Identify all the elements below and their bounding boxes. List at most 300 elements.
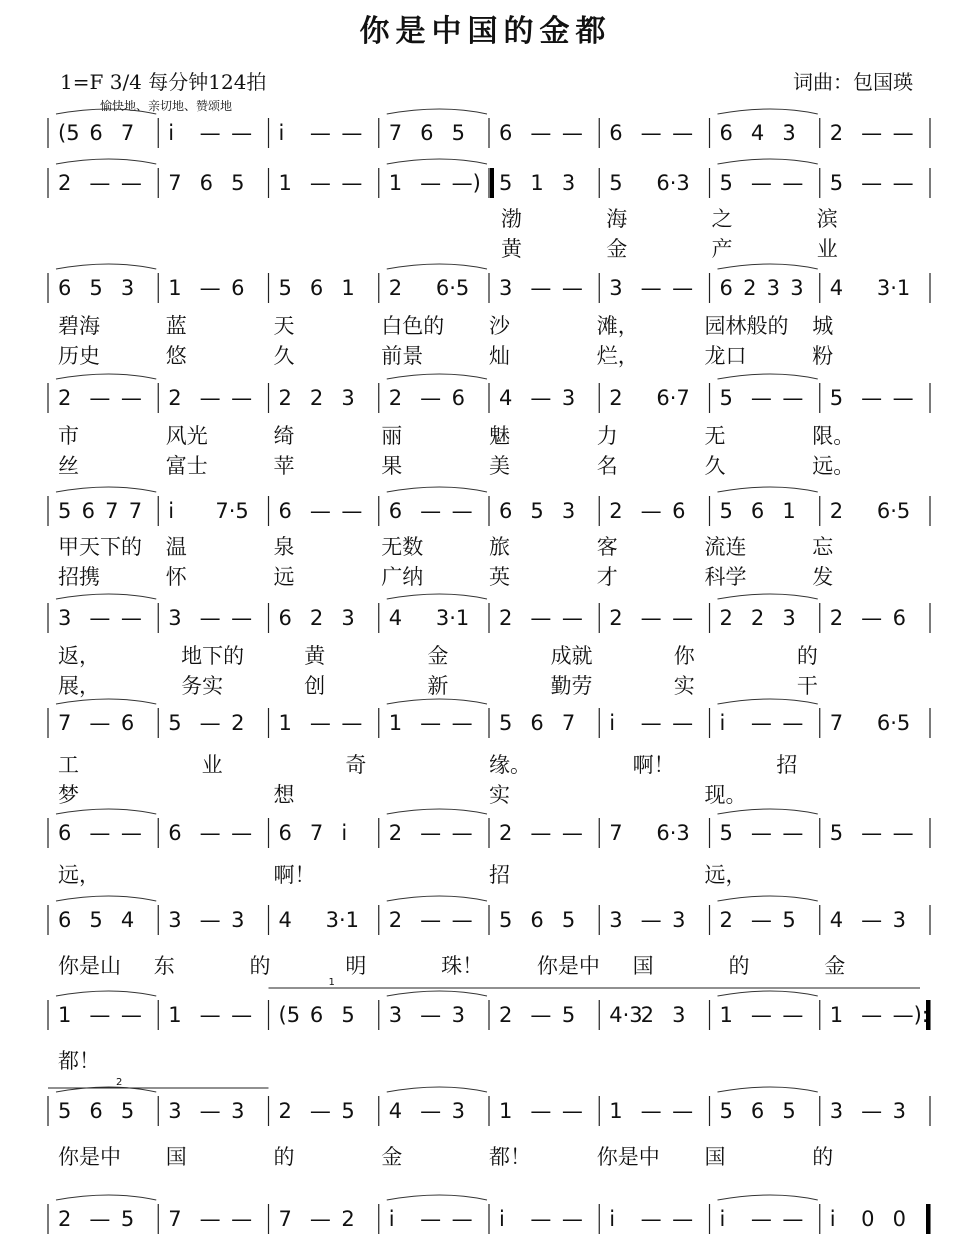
note: — — [420, 386, 442, 410]
note: 3 — [231, 908, 245, 932]
note: 5 — [451, 121, 465, 145]
note: — — [750, 171, 772, 195]
lyric-verse-1: 的 — [249, 954, 271, 978]
lyric-verse-1: 无数 — [381, 535, 424, 559]
note: 5 — [341, 1099, 355, 1123]
note: — — [199, 276, 221, 300]
note: — — [451, 821, 473, 845]
note: 3 — [561, 499, 576, 523]
note: 2 — [58, 1207, 72, 1231]
note: — — [89, 711, 111, 735]
lyric-verse-2: 科学 — [704, 565, 747, 589]
note: 5 — [58, 499, 72, 523]
lyric-verse-2: 发 — [812, 565, 834, 589]
note: 2 — [609, 386, 623, 410]
note: 5 — [782, 1099, 796, 1123]
note: 2 — [58, 386, 72, 410]
note: 3 — [892, 1099, 906, 1123]
note: 2 — [388, 821, 403, 845]
note: 5 — [58, 1099, 72, 1123]
note: 5 — [530, 499, 544, 523]
note: — — [750, 908, 772, 932]
note: 2 — [278, 1099, 292, 1123]
note: — — [89, 821, 111, 845]
note: — — [782, 821, 804, 845]
slur-mark — [718, 594, 818, 599]
note: 2 — [309, 386, 324, 410]
note: 7 — [58, 711, 72, 735]
note: 1 — [278, 171, 292, 195]
note: 7 — [278, 1207, 292, 1231]
note: 7 — [168, 171, 182, 195]
note: — — [672, 1099, 694, 1123]
note: — — [120, 606, 142, 630]
note: 6 — [278, 821, 292, 845]
note: 5 — [719, 1099, 733, 1123]
score-system — [48, 159, 930, 261]
lyric-verse-1: 绮 — [273, 424, 295, 448]
note: — — [782, 711, 804, 735]
note: — — [420, 821, 442, 845]
lyric-verse-1: 金 — [381, 1145, 403, 1169]
note: — — [561, 276, 583, 300]
note: 1 — [278, 711, 292, 735]
note: — — [341, 499, 363, 523]
slur-mark — [718, 1195, 818, 1200]
lyric-verse-2: 悠 — [165, 344, 187, 368]
note: — — [861, 1003, 883, 1027]
note: — — [861, 606, 883, 630]
note: — — [861, 1099, 883, 1123]
score-system — [48, 594, 930, 699]
lyric-verse-1: 园林般的 — [704, 314, 789, 338]
note: 3 — [168, 908, 182, 932]
lyric-verse-1: 你是中 — [596, 1145, 660, 1169]
lyric-verse-1: 奇 — [345, 753, 367, 777]
note: 2 — [499, 821, 513, 845]
volta-2-label: 2 — [116, 1077, 123, 1088]
note: 1 — [499, 1099, 513, 1123]
note: 4 — [829, 276, 844, 300]
lyric-verse-1: 工 — [58, 753, 79, 777]
note: 4 — [750, 121, 765, 145]
lyric-verse-2: 久 — [704, 454, 726, 478]
note: 7 — [561, 711, 576, 735]
slur-mark — [387, 991, 487, 996]
note: — — [672, 121, 694, 145]
note: — — [561, 1099, 583, 1123]
note: 2 — [388, 276, 403, 300]
lyric-verse-2: 名 — [596, 454, 618, 478]
note: 6 — [892, 606, 906, 630]
lyric-verse-1: 招 — [489, 863, 510, 887]
note: 1 — [341, 276, 355, 300]
note: 4·3 — [609, 1003, 643, 1027]
slur-mark — [56, 109, 156, 114]
note: 5 — [829, 171, 844, 195]
note: — — [199, 711, 221, 735]
note: — — [309, 1207, 331, 1231]
note: — — [640, 1099, 662, 1123]
note: 1 — [168, 1003, 182, 1027]
score-system — [48, 374, 930, 478]
lyric-verse-1: 丽 — [381, 424, 403, 448]
note: 2 — [829, 121, 844, 145]
note: — — [199, 908, 221, 932]
note: — — [309, 711, 331, 735]
note: 2 — [829, 499, 844, 523]
lyric-verse-1: 流连 — [704, 535, 747, 559]
slur-mark — [718, 264, 818, 269]
lyric-verse-1: 业 — [201, 753, 223, 777]
note: 2 — [743, 276, 757, 300]
note: — — [199, 386, 221, 410]
note: 1 — [530, 171, 544, 195]
note: 5 — [168, 711, 182, 735]
note: 7·5 — [215, 499, 249, 523]
lyric-verse-1: 招 — [776, 753, 798, 777]
note: 6 — [278, 606, 292, 630]
note: 1 — [168, 276, 182, 300]
note: i — [388, 1207, 395, 1231]
note: 7 — [120, 121, 135, 145]
note: 1 — [782, 499, 796, 523]
note: — — [341, 121, 363, 145]
lyric-verse-1: 海 — [606, 207, 628, 231]
lyric-verse-2: 金 — [606, 237, 628, 261]
note: 2 — [231, 711, 245, 735]
lyric-verse-1: 都！ — [489, 1145, 531, 1169]
lyric-verse-2: 久 — [273, 344, 295, 368]
note: — — [341, 711, 363, 735]
note: 3 — [609, 908, 623, 932]
note: 3·1 — [325, 908, 360, 932]
note: 0 — [861, 1207, 875, 1231]
note: 4 — [388, 606, 403, 630]
slur-mark — [387, 1195, 487, 1200]
note: 5 — [829, 821, 844, 845]
slur-mark — [387, 809, 487, 814]
lyric-verse-2: 粉 — [812, 344, 834, 368]
note: — — [199, 821, 221, 845]
note: — — [640, 121, 662, 145]
note: — — [750, 1003, 772, 1027]
lyric-verse-1: 的 — [796, 644, 818, 668]
lyric-verse-1: 都！ — [58, 1049, 100, 1073]
note: 4 — [120, 908, 135, 932]
note: — — [231, 821, 253, 845]
note: — — [231, 121, 253, 145]
note: 6 — [499, 499, 513, 523]
lyric-verse-1: 金 — [824, 954, 846, 978]
note: 3 — [499, 276, 513, 300]
lyric-verse-2: 富士 — [165, 454, 208, 478]
note: — — [231, 1003, 253, 1027]
note: — — [861, 908, 883, 932]
note: 6 — [199, 171, 214, 195]
note: —): — [892, 1003, 929, 1027]
lyric-verse-2: 烂， — [596, 344, 639, 368]
slur-mark — [718, 991, 818, 996]
note: 6 — [530, 908, 544, 932]
note: 3·1 — [435, 606, 470, 630]
slur-mark — [387, 896, 487, 901]
note: 6·7 — [656, 386, 690, 410]
note: — — [672, 606, 694, 630]
slur-mark — [718, 896, 818, 901]
note: 3 — [168, 606, 182, 630]
note: 2 — [388, 908, 403, 932]
lyric-verse-1: 限。 — [812, 424, 855, 448]
lyric-verse-1: 返， — [58, 644, 100, 668]
note: 6·3 — [656, 171, 690, 195]
note: 3 — [341, 606, 355, 630]
note: 3 — [892, 908, 906, 932]
note: — — [451, 1207, 473, 1231]
note: 2 — [750, 606, 765, 630]
note: — — [89, 1003, 111, 1027]
note: 4 — [829, 908, 844, 932]
note: 3 — [341, 386, 355, 410]
note: 6·3 — [656, 821, 690, 845]
note: i — [719, 711, 726, 735]
note: — — [782, 1003, 804, 1027]
score-system — [48, 1195, 930, 1234]
note: 5 — [231, 171, 245, 195]
note: — — [199, 606, 221, 630]
note: — — [89, 171, 111, 195]
lyric-verse-2: 招携 — [58, 565, 100, 589]
lyric-verse-2: 黄 — [501, 237, 522, 261]
slur-mark — [56, 594, 156, 599]
note: i — [278, 121, 285, 145]
lyric-verse-2: 业 — [816, 237, 838, 261]
note: — — [561, 121, 583, 145]
note: 7 — [388, 121, 403, 145]
note: 4 — [278, 908, 292, 932]
note: — — [199, 1207, 221, 1231]
note: — — [530, 821, 552, 845]
note: 6 — [58, 821, 72, 845]
note: 2 — [499, 606, 513, 630]
slur-mark — [718, 487, 818, 492]
lyric-verse-2: 怀 — [165, 565, 187, 589]
note: 6 — [89, 121, 103, 145]
note: 5 — [341, 1003, 355, 1027]
note: 2 — [388, 386, 403, 410]
note: 6 — [750, 499, 765, 523]
lyric-verse-2: 英 — [489, 565, 510, 589]
note: (5 — [58, 121, 80, 145]
lyric-verse-1: 你是中 — [536, 954, 600, 978]
note: 2 — [719, 606, 733, 630]
lyric-verse-2: 远 — [273, 565, 295, 589]
note: — — [782, 1207, 804, 1231]
lyric-verse-2: 想 — [273, 783, 295, 807]
note: — — [672, 1207, 694, 1231]
note: 6 — [719, 276, 733, 300]
lyric-verse-2: 前景 — [381, 344, 424, 368]
lyric-verse-1: 你是山 — [58, 954, 121, 978]
score-system — [48, 699, 930, 807]
lyric-verse-2: 果 — [381, 454, 403, 478]
slur-mark — [387, 374, 487, 379]
lyric-verse-1: 魅 — [489, 424, 510, 448]
lyric-verse-1: 啊！ — [273, 863, 316, 887]
note: 2 — [609, 499, 623, 523]
score-system — [48, 264, 930, 369]
note: — — [89, 606, 111, 630]
note: — — [640, 276, 662, 300]
slur-mark — [718, 1087, 818, 1092]
note: 4 — [388, 1099, 403, 1123]
note: —) — [451, 171, 481, 195]
note: 3 — [766, 276, 780, 300]
note: — — [750, 386, 772, 410]
note: 6·5 — [876, 499, 911, 523]
key-signature: 1=F 3/4 每分钟124拍 — [60, 70, 267, 94]
slur-mark — [387, 594, 487, 599]
lyric-verse-1: 你 — [673, 644, 695, 668]
note: 5 — [89, 276, 103, 300]
note: 3 — [609, 276, 623, 300]
note: 3 — [168, 1099, 182, 1123]
note: — — [861, 821, 883, 845]
author-credit: 词曲：包国瑛 — [793, 70, 913, 94]
lyric-verse-2: 苹 — [273, 454, 295, 478]
note: — — [309, 171, 331, 195]
note: 3 — [231, 1099, 245, 1123]
note: — — [672, 711, 694, 735]
lyric-verse-2: 现。 — [704, 783, 747, 807]
note: 6 — [58, 908, 72, 932]
note: 6 — [451, 386, 465, 410]
lyric-verse-1: 温 — [165, 535, 187, 559]
note: — — [231, 1207, 253, 1231]
note: 3 — [829, 1099, 844, 1123]
slur-mark — [56, 991, 156, 996]
note: i — [168, 121, 175, 145]
note: 2 — [341, 1207, 355, 1231]
lyric-verse-1: 的 — [273, 1145, 295, 1169]
note: 5 — [719, 821, 733, 845]
note: — — [341, 171, 363, 195]
note: — — [451, 711, 473, 735]
slur-mark — [56, 699, 156, 704]
slur-mark — [387, 109, 487, 114]
note: — — [420, 1207, 442, 1231]
note: — — [420, 908, 442, 932]
note: i — [609, 711, 616, 735]
lyric-verse-2: 干 — [796, 674, 818, 698]
lyric-verse-1: 客 — [596, 535, 618, 559]
score-system — [48, 1087, 930, 1169]
lyric-verse-1: 明 — [345, 954, 367, 978]
lyric-verse-1: 金 — [427, 644, 449, 668]
lyric-verse-2: 灿 — [489, 344, 510, 368]
note: 6 — [309, 276, 324, 300]
lyric-verse-2: 创 — [304, 674, 326, 698]
note: 5 — [499, 711, 513, 735]
note: — — [561, 1207, 583, 1231]
note: — — [530, 606, 552, 630]
lyric-verse-2: 务实 — [181, 674, 224, 698]
slur-mark — [56, 374, 156, 379]
note: — — [89, 1207, 111, 1231]
score-system — [48, 896, 930, 978]
note: i — [341, 821, 348, 845]
note: 3 — [782, 606, 796, 630]
note: — — [640, 606, 662, 630]
slur-mark — [387, 699, 487, 704]
note: — — [120, 821, 142, 845]
note: 6 — [278, 499, 292, 523]
note: 6 — [609, 121, 623, 145]
note: 6 — [719, 121, 733, 145]
lyric-verse-1: 成就 — [550, 644, 593, 668]
lyric-verse-2: 美 — [489, 454, 510, 478]
note: 5 — [829, 386, 844, 410]
note: — — [892, 821, 914, 845]
note: 6 — [309, 1003, 324, 1027]
note: i — [499, 1207, 505, 1231]
note: 2 — [829, 606, 844, 630]
note: — — [199, 121, 221, 145]
note: 5 — [782, 908, 796, 932]
lyric-verse-2: 才 — [596, 565, 618, 589]
lyric-verse-1: 蓝 — [165, 314, 187, 338]
slur-mark — [387, 1087, 487, 1092]
note: 5 — [499, 171, 513, 195]
score-system — [48, 487, 930, 589]
lyric-verse-2: 新 — [427, 674, 449, 698]
note: 5 — [89, 908, 103, 932]
lyric-verse-1: 之 — [711, 207, 733, 231]
note: — — [231, 386, 253, 410]
note: — — [420, 499, 442, 523]
lyric-verse-1: 地下的 — [181, 644, 245, 668]
lyric-verse-1: 国 — [704, 1145, 726, 1169]
lyric-verse-1: 沙 — [489, 314, 510, 338]
lyric-verse-2: 产 — [711, 237, 733, 261]
note: 2 — [58, 171, 72, 195]
lyric-verse-1: 远， — [704, 863, 747, 887]
note: 6 — [420, 121, 434, 145]
note: 2 — [278, 386, 292, 410]
lyric-verse-1: 城 — [812, 314, 834, 338]
note: — — [892, 121, 914, 145]
lyric-verse-1: 你是中 — [58, 1145, 121, 1169]
note: 3 — [388, 1003, 403, 1027]
note: — — [120, 171, 142, 195]
note: 3 — [451, 1003, 465, 1027]
note: 3 — [58, 606, 72, 630]
lyric-verse-1: 市 — [58, 424, 79, 448]
note: — — [199, 1003, 221, 1027]
note: — — [561, 821, 583, 845]
note: 5 — [120, 1099, 135, 1123]
note: 5 — [609, 171, 623, 195]
note: — — [309, 121, 331, 145]
lyric-verse-2: 实 — [673, 674, 695, 698]
note: (5 — [278, 1003, 301, 1027]
note: 7 — [829, 711, 844, 735]
note: i — [829, 1207, 836, 1231]
note: — — [750, 821, 772, 845]
lyric-verse-1: 滨 — [816, 207, 838, 231]
lyric-verse-1: 天 — [273, 314, 295, 338]
slur-mark — [387, 264, 487, 269]
